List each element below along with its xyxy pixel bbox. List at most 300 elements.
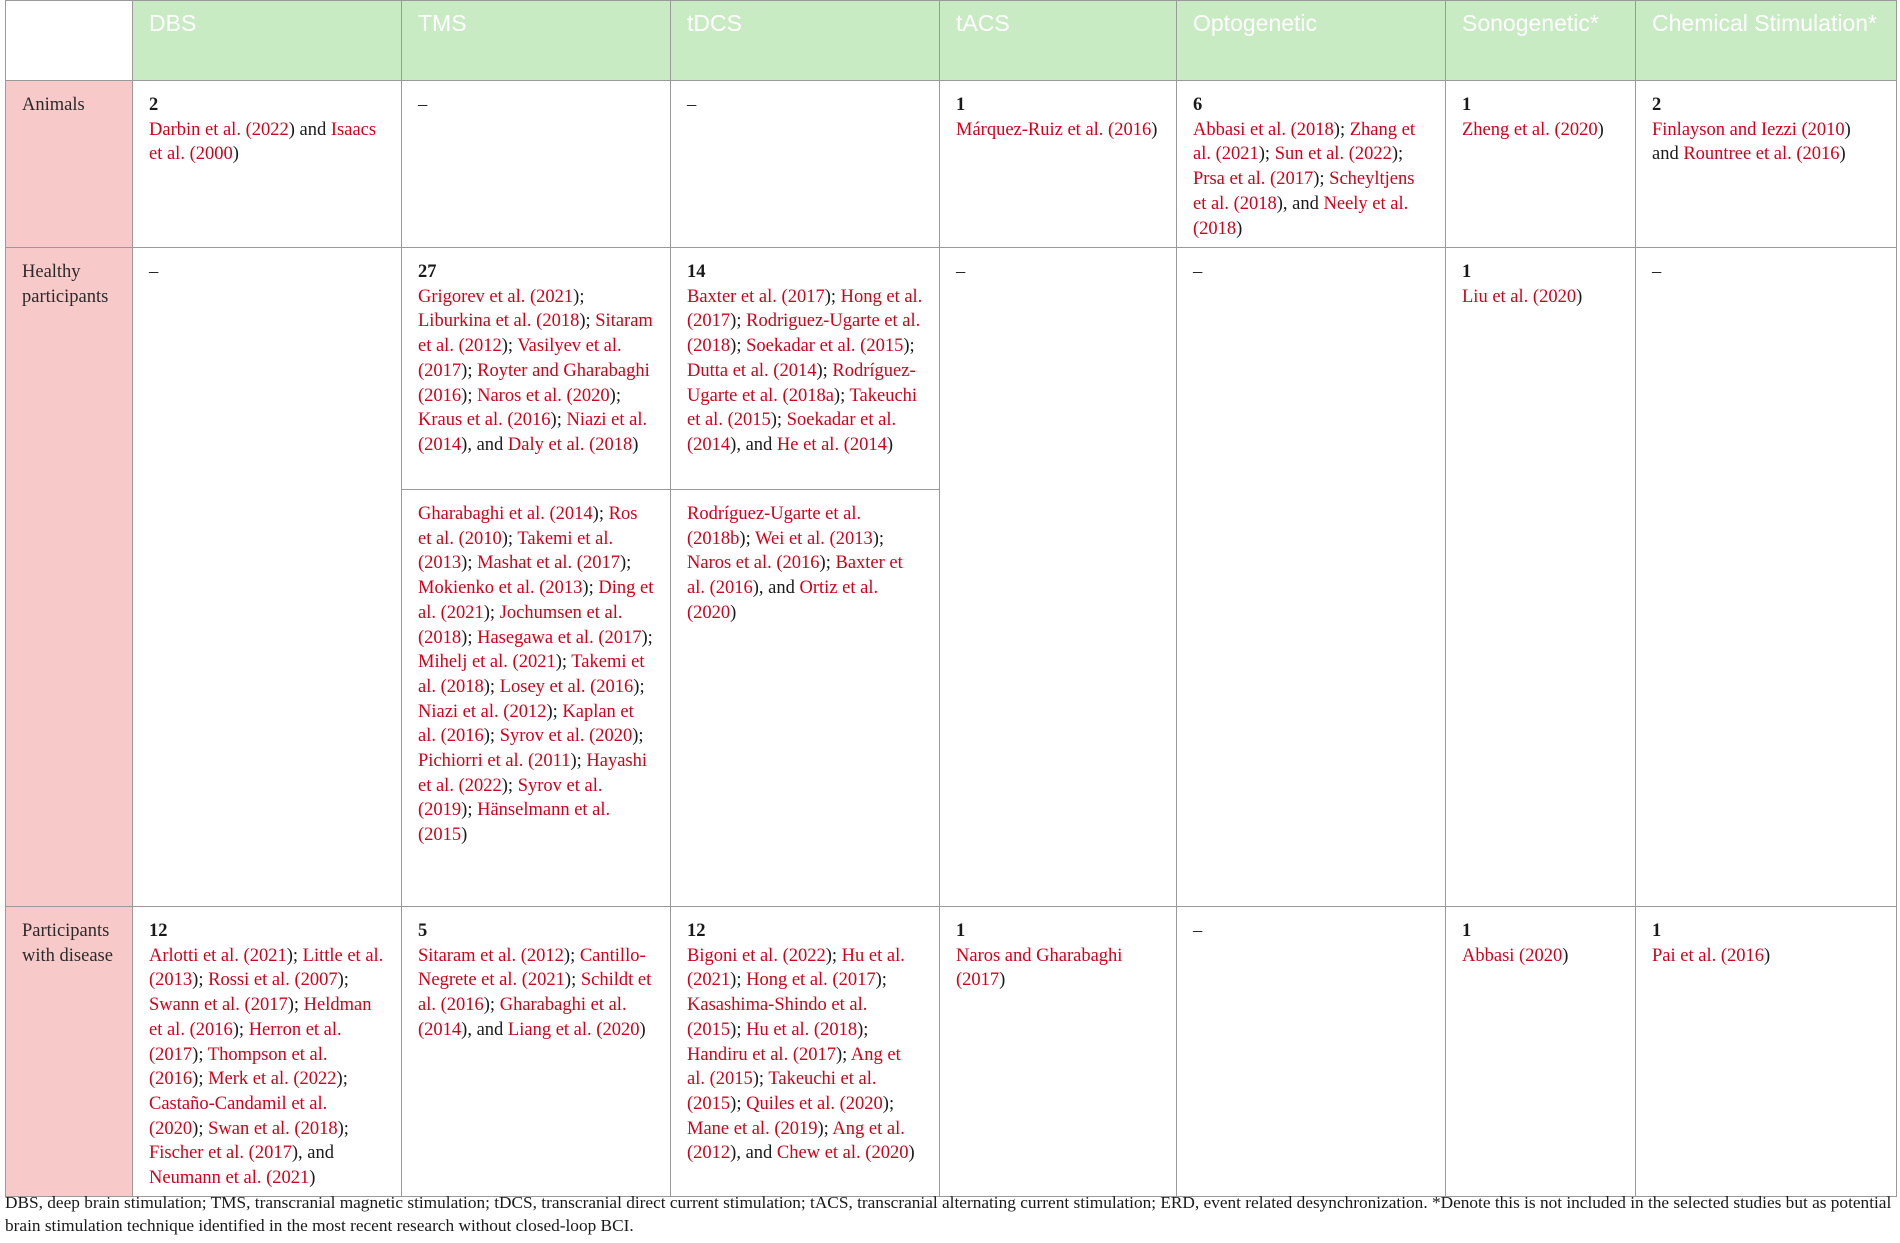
citation-separator: ); — [337, 1118, 349, 1139]
citation-separator: ); — [483, 726, 500, 747]
citation-list — [418, 287, 653, 455]
citation-link[interactable]: Royter and Gharabaghi ( — [418, 360, 650, 406]
citation-link[interactable]: 2022 — [251, 119, 289, 140]
citation-link[interactable]: Isaacs et al. ( — [149, 119, 377, 165]
study-count: 1 — [956, 95, 966, 115]
citation-link[interactable]: Naros et al. ( — [477, 385, 573, 406]
citation-link[interactable]: 2018a — [788, 385, 834, 406]
citation-link[interactable]: 2021 — [693, 970, 731, 991]
citation-link[interactable]: Márquez-Ruiz et al. ( — [956, 119, 1115, 140]
citation-link[interactable]: Abbasi et al. ( — [1193, 119, 1297, 140]
citation-link[interactable]: 2015 — [424, 825, 462, 846]
citation-separator: ); — [730, 1019, 747, 1040]
citation-link[interactable]: Wei et al. ( — [755, 528, 836, 549]
citation-separator: ); — [752, 1069, 769, 1090]
citation-link[interactable]: Hu et al. ( — [687, 945, 905, 991]
citation-separator: ); — [903, 336, 915, 357]
citation-link[interactable]: Niazi et al. ( — [418, 410, 648, 455]
citation-link[interactable]: 2014 — [849, 434, 887, 455]
citation-link[interactable]: Gharabaghi et al. ( — [418, 995, 627, 1040]
citation-link[interactable]: Rodriguez-Ugarte et al. ( — [687, 311, 921, 357]
citation-link[interactable]: 2016 — [424, 385, 462, 406]
citation-link[interactable]: Mokienko et al. ( — [418, 578, 546, 599]
citation-separator: ); — [501, 336, 518, 357]
citation-separator: ); — [461, 627, 478, 648]
citation-list — [1652, 946, 1770, 966]
study-count: 1 — [956, 921, 966, 941]
citation-link[interactable]: 2019 — [424, 800, 462, 821]
citation-link[interactable]: Herron et al. ( — [149, 1019, 342, 1065]
citation-link[interactable]: Ang et al. ( — [687, 1044, 901, 1090]
citation-separator: ); — [192, 1044, 208, 1065]
empty-dash: – — [418, 95, 428, 115]
citation-link[interactable]: 2016 — [1114, 119, 1152, 140]
citation-link[interactable]: Neely et al. ( — [1193, 193, 1409, 239]
citation-link[interactable]: Syrov et al. ( — [499, 726, 596, 747]
citation-link[interactable]: Liu et al. ( — [1462, 286, 1540, 307]
empty-dash: – — [956, 262, 966, 282]
citation-separator: ); — [875, 970, 887, 991]
citation-link[interactable]: Ding et al. ( — [418, 578, 654, 623]
citation-list — [687, 504, 903, 623]
citation-link[interactable]: Daly et al. ( — [507, 434, 596, 455]
citation-link[interactable]: 2020 — [1525, 945, 1563, 966]
citation-link[interactable]: Heldman et al. ( — [149, 995, 372, 1040]
citation-separator: ); — [564, 970, 581, 991]
citation-link[interactable]: Ang et al. ( — [687, 1118, 905, 1164]
citation-link[interactable]: 2020 — [602, 1019, 640, 1040]
citation-list — [149, 120, 376, 165]
rowhead-disease: Participants with disease — [6, 907, 133, 1197]
citation-list — [956, 946, 1122, 991]
citation-link[interactable]: 2022 — [1354, 144, 1392, 165]
citation-link[interactable]: Hänselmann et al. ( — [418, 800, 611, 846]
citation-separator: ); — [641, 627, 653, 648]
citation-link[interactable]: 2014 — [424, 434, 462, 455]
citation-link[interactable]: Scheyltjens et al. ( — [1193, 169, 1415, 214]
citation-link[interactable]: Liang et al. ( — [507, 1019, 603, 1040]
citation-link[interactable]: Rodríguez-Ugarte et al. ( — [687, 504, 862, 549]
citation-link[interactable]: 2013 — [155, 970, 193, 991]
citation-link[interactable]: Handiru et al. ( — [687, 1044, 799, 1065]
citation-separator: ); — [192, 1118, 209, 1139]
citation-link[interactable]: 2016 — [1802, 144, 1840, 165]
citation-link[interactable]: Vasilyev et al. ( — [418, 336, 622, 381]
citation-link[interactable]: 2020 — [155, 1118, 193, 1139]
citation-separator: ) — [1576, 286, 1583, 307]
empty-dash: – — [149, 262, 159, 282]
citation-link[interactable]: 2022 — [299, 1069, 337, 1090]
study-count: 14 — [687, 262, 706, 282]
citation-separator: ); — [461, 553, 478, 574]
empty-dash: – — [687, 95, 697, 115]
citation-link[interactable]: 2021 — [249, 945, 287, 966]
citation-link[interactable]: 2015 — [693, 1019, 731, 1040]
citation-link[interactable]: Kaplan et al. ( — [418, 701, 634, 747]
citation-separator: ); — [501, 528, 518, 549]
citation-link[interactable]: 2014 — [555, 504, 593, 524]
citation-link[interactable]: Darbin et al. ( — [149, 119, 252, 140]
citation-link[interactable]: 2016 — [446, 995, 484, 1016]
citation-link[interactable]: 2007 — [300, 970, 338, 991]
citation-separator: ), and — [461, 1019, 508, 1040]
cell-healthy-tms-b — [402, 490, 670, 906]
empty-dash: – — [1193, 921, 1203, 941]
citation-link[interactable]: 2017 — [693, 311, 731, 332]
citation-link[interactable]: 2021 — [536, 286, 574, 307]
citation-link[interactable]: 2016 — [195, 1019, 233, 1040]
citation-link[interactable]: 2012 — [464, 336, 502, 357]
citation-separator: ) and — [1652, 119, 1851, 165]
citation-separator: ) — [639, 1019, 646, 1040]
citation-link[interactable]: Bigoni et al. ( — [687, 945, 789, 966]
citation-separator: ) — [1151, 119, 1158, 140]
citation-separator: ); — [579, 311, 596, 332]
citation-link[interactable]: 2018 — [446, 676, 484, 697]
cell-disease-chem — [1636, 907, 1897, 1197]
table-footnote: DBS, deep brain stimulation; TMS, transcranial magnetic stimulation; tDCS, transcranial direct current stimulation; tACS, transcranial alternating current stimulation; ERD, event related desynchronization. *Denote this is not included in the selected studies but as potential brain stimulation technique identified in the most recent research without closed-loop BCI. — [5, 1193, 1892, 1235]
citation-link[interactable]: 2018 — [424, 627, 462, 648]
citation-link[interactable]: Sitaram et al. ( — [418, 311, 653, 357]
cell-healthy-tdcs — [671, 248, 940, 907]
citation-link[interactable]: Takeuchi et al. ( — [687, 385, 918, 431]
citation-separator: ); — [336, 1069, 348, 1090]
citation-link[interactable]: 2021 — [1221, 144, 1259, 165]
citation-link[interactable]: 2014 — [424, 1019, 462, 1040]
citation-separator: ); — [817, 1118, 833, 1139]
citation-link[interactable]: Zhang et al. ( — [1193, 119, 1415, 165]
citation-link[interactable]: 2015 — [715, 1069, 753, 1090]
citation-separator: ); — [857, 1019, 869, 1040]
citation-link[interactable]: Rodríguez-Ugarte et al. ( — [687, 360, 916, 406]
citation-separator: ) — [309, 1168, 316, 1189]
citation-link[interactable]: 2018 — [693, 336, 731, 357]
study-count: 6 — [1193, 95, 1203, 115]
citation-link[interactable]: 2020 — [845, 1093, 883, 1114]
citation-link[interactable]: Swan et al. ( — [208, 1118, 301, 1139]
cell-animals-opto — [1177, 81, 1446, 248]
citation-separator: ); — [619, 553, 632, 574]
header-tacs: tACS — [940, 1, 1177, 81]
study-count: 2 — [1652, 95, 1662, 115]
cell-healthy-tms — [402, 248, 671, 907]
citation-link[interactable]: Fischer et al. ( — [149, 1143, 255, 1164]
citation-link[interactable]: Grigorev et al. ( — [418, 286, 537, 307]
citation-separator: ) and — [288, 119, 331, 140]
citation-separator: ); — [872, 528, 885, 549]
citation-link[interactable]: Rossi et al. ( — [208, 970, 301, 991]
cell-disease-opto — [1177, 907, 1446, 1197]
citation-link[interactable]: 2018b — [693, 528, 740, 549]
citation-link[interactable]: 2016 — [155, 1069, 193, 1090]
citation-separator: ); — [232, 1019, 249, 1040]
citation-link[interactable]: 2018 — [542, 311, 580, 332]
citation-link[interactable]: 2020 — [1539, 286, 1577, 307]
citation-link[interactable]: Arlotti et al. ( — [149, 945, 250, 966]
cell-healthy-opto — [1177, 248, 1446, 907]
citation-link[interactable]: 2020 — [1560, 119, 1598, 140]
citation-separator: ) — [999, 970, 1006, 991]
citation-link[interactable]: Baxter et al. ( — [687, 553, 903, 599]
citation-separator: ); — [816, 360, 833, 381]
citation-link[interactable]: Chew et al. ( — [776, 1143, 872, 1164]
citation-list — [418, 946, 651, 1040]
citation-link[interactable]: 2017 — [838, 970, 876, 991]
citation-link[interactable]: Cantillo-Negrete et al. ( — [418, 945, 646, 991]
citation-link[interactable]: 2017 — [962, 970, 1000, 991]
citation-link[interactable]: Ros et al. ( — [418, 504, 638, 549]
citation-separator: ), and — [291, 1143, 334, 1164]
citation-link[interactable]: 2000 — [195, 144, 233, 165]
stimulation-table — [5, 0, 1897, 1197]
citation-link[interactable]: 2017 — [1276, 169, 1314, 190]
citation-link[interactable]: 2020 — [595, 726, 633, 747]
citation-link[interactable]: 2022 — [464, 775, 502, 796]
citation-separator: ); — [730, 970, 747, 991]
citation-separator: ); — [1313, 169, 1330, 190]
citation-link[interactable]: 2011 — [534, 751, 571, 772]
citation-link[interactable]: Takemi et al. ( — [418, 528, 614, 574]
study-count: 1 — [1462, 921, 1472, 941]
citation-link[interactable]: Kasashima-Shindo et al. ( — [687, 995, 868, 1040]
citation-link[interactable]: Takemi et al. ( — [418, 652, 645, 697]
citation-link[interactable]: Mane et al. ( — [687, 1118, 781, 1139]
study-count: 5 — [418, 921, 428, 941]
citation-link[interactable]: Schildt et al. ( — [418, 970, 652, 1016]
citation-link[interactable]: 2017 — [254, 1143, 292, 1164]
header-sonogenetic: Sonogenetic* — [1446, 1, 1636, 81]
citation-link[interactable]: Rountree et al. ( — [1683, 144, 1803, 165]
header-chemical: Chemical Stimulation* — [1636, 1, 1897, 81]
citation-link[interactable]: Losey et al. ( — [499, 676, 597, 697]
cell-healthy-chem — [1636, 248, 1897, 907]
citation-separator: ) — [1562, 945, 1569, 966]
study-count: 12 — [149, 921, 168, 941]
citation-list — [1462, 287, 1582, 307]
citation-link[interactable]: 2015 — [733, 410, 771, 431]
citation-separator: ); — [287, 995, 304, 1016]
study-count: 1 — [1462, 262, 1472, 282]
citation-link[interactable]: Soekadar et al. ( — [746, 336, 867, 357]
citation-link[interactable]: Pai et al. ( — [1652, 945, 1728, 966]
citation-separator: ); — [286, 945, 303, 966]
citation-link[interactable]: 2017 — [424, 360, 462, 381]
citation-separator: ); — [501, 775, 518, 796]
citation-link[interactable]: Hong et al. ( — [687, 286, 923, 332]
citation-separator: ); — [730, 311, 747, 332]
citation-list — [687, 946, 915, 1164]
citation-separator: ); — [632, 726, 644, 747]
citation-link[interactable]: 2013 — [835, 528, 873, 549]
citation-list — [1193, 120, 1415, 239]
citation-list — [418, 504, 653, 845]
citation-link[interactable]: 2014 — [693, 434, 731, 455]
citation-link[interactable]: 2018 — [1239, 193, 1277, 214]
citation-link[interactable]: 2018 — [1296, 119, 1334, 140]
citation-separator: ); — [546, 701, 563, 722]
cell-animals-tacs — [940, 81, 1177, 248]
citation-link[interactable]: Hu et al. ( — [746, 1019, 821, 1040]
citation-link[interactable]: Naros et al. ( — [687, 553, 783, 574]
citation-link[interactable]: 2021 — [446, 602, 484, 623]
citation-link[interactable]: Dutta et al. ( — [687, 360, 780, 381]
citation-link[interactable]: 2012 — [509, 701, 547, 722]
citation-link[interactable]: 2018 — [300, 1118, 338, 1139]
citation-link[interactable]: Gharabaghi et al. ( — [418, 504, 556, 524]
citation-separator: ); — [563, 945, 580, 966]
row-disease — [6, 907, 1897, 1197]
citation-link[interactable]: Takeuchi et al. ( — [687, 1069, 877, 1114]
citation-link[interactable]: Ortiz et al. ( — [687, 578, 879, 623]
citation-link[interactable]: Neumann et al. ( — [149, 1168, 273, 1189]
citation-link[interactable]: 2019 — [780, 1118, 818, 1139]
citation-link[interactable]: Naros and Gharabaghi ( — [956, 945, 1123, 991]
citation-link[interactable]: 2021 — [527, 970, 565, 991]
citation-link[interactable]: Prsa et al. ( — [1193, 169, 1277, 190]
citation-link[interactable]: 2015 — [693, 1093, 731, 1114]
citation-list — [1652, 120, 1851, 165]
citation-link[interactable]: Liburkina et al. ( — [418, 311, 543, 332]
citation-separator: ); — [483, 995, 500, 1016]
citation-link[interactable]: Soekadar et al. ( — [687, 410, 897, 455]
citation-link[interactable]: Merk et al. ( — [208, 1069, 300, 1090]
cell-healthy-tdcs-a — [671, 248, 939, 490]
citation-link[interactable]: Zheng et al. ( — [1462, 119, 1561, 140]
citation-link[interactable]: 2010 — [464, 528, 502, 549]
citation-list — [687, 287, 922, 455]
citation-link[interactable]: 2017 — [582, 553, 620, 574]
citation-separator: ); — [609, 385, 621, 406]
citation-link[interactable]: 2017 — [155, 1044, 193, 1065]
cell-disease-sono — [1446, 907, 1636, 1197]
citation-link[interactable]: 2012 — [693, 1143, 731, 1164]
citation-link[interactable]: Baxter et al. ( — [687, 286, 788, 307]
citation-link[interactable]: Quiles et al. ( — [746, 1093, 846, 1114]
citation-link[interactable]: Sitaram et al. ( — [418, 945, 527, 966]
citation-link[interactable]: Mashat et al. ( — [477, 553, 583, 574]
row-healthy — [6, 248, 1897, 907]
citation-link[interactable]: 2022 — [788, 945, 826, 966]
citation-link[interactable]: 2016 — [1727, 945, 1765, 966]
citation-link[interactable]: Hong et al. ( — [746, 970, 839, 991]
citation-link[interactable]: 2016 — [513, 410, 551, 431]
citation-link[interactable]: Thompson et al. ( — [149, 1044, 328, 1090]
citation-link[interactable]: 2018 — [595, 434, 633, 455]
row-animals — [6, 81, 1897, 248]
citation-separator: ); — [833, 385, 850, 406]
citation-link[interactable]: Syrov et al. ( — [418, 775, 603, 821]
cell-healthy-tdcs-b — [671, 490, 939, 906]
citation-link[interactable]: Niazi et al. ( — [418, 701, 510, 722]
citation-separator: ); — [730, 336, 747, 357]
citation-separator: ); — [819, 553, 836, 574]
citation-link[interactable]: 2013 — [424, 553, 462, 574]
citation-separator: ) — [1236, 218, 1243, 239]
citation-separator: ); — [461, 385, 478, 406]
citation-link[interactable]: 2018 — [820, 1019, 858, 1040]
study-count: 1 — [1652, 921, 1662, 941]
citation-link[interactable]: 2016 — [446, 726, 484, 747]
citation-separator: ); — [825, 945, 842, 966]
citation-list — [956, 120, 1157, 140]
citation-link[interactable]: 2010 — [1807, 119, 1845, 140]
citation-link[interactable]: Hasegawa et al. ( — [477, 627, 605, 648]
citation-link[interactable]: Pichiorri et al. ( — [418, 751, 535, 772]
citation-link[interactable]: 2013 — [545, 578, 583, 599]
study-count: 27 — [418, 262, 437, 282]
cell-disease-dbs — [133, 907, 402, 1197]
study-count: 1 — [1462, 95, 1472, 115]
citation-link[interactable]: 2018 — [1199, 218, 1237, 239]
cell-animals-dbs — [133, 81, 402, 248]
citation-link[interactable]: Finlayson and Iezzi ( — [1652, 119, 1808, 140]
citation-separator: ); — [1258, 144, 1275, 165]
citation-separator: ); — [1333, 119, 1350, 140]
citation-separator: ); — [730, 1093, 747, 1114]
citation-separator: ) — [232, 144, 239, 165]
citation-list — [149, 946, 383, 1188]
citation-separator: ); — [483, 676, 500, 697]
citation-link[interactable]: 2017 — [799, 1044, 836, 1065]
citation-separator: ); — [570, 751, 587, 772]
citation-separator: ); — [550, 410, 567, 431]
cell-healthy-dbs — [133, 248, 402, 907]
citation-separator: ), and — [752, 578, 800, 599]
citation-link[interactable]: 2021 — [518, 652, 556, 673]
citation-link[interactable]: 2020 — [693, 602, 731, 623]
citation-link[interactable]: 2015 — [866, 336, 904, 357]
citation-separator: ); — [882, 1093, 895, 1114]
citation-link[interactable]: 2020 — [572, 385, 610, 406]
cell-disease-tdcs — [671, 907, 940, 1197]
citation-link[interactable]: 2017 — [604, 627, 642, 648]
cell-animals-tdcs — [671, 81, 940, 248]
citation-link[interactable]: 2014 — [779, 360, 817, 381]
study-count: 12 — [687, 921, 706, 941]
header-tms: TMS — [402, 1, 671, 81]
header-row — [6, 1, 1897, 81]
citation-separator: ); — [573, 286, 585, 307]
citation-link[interactable]: 2016 — [715, 578, 753, 599]
citation-link[interactable]: Sun et al. ( — [1274, 144, 1355, 165]
citation-separator: ); — [633, 676, 645, 697]
citation-link[interactable]: Abbasi ( — [1462, 945, 1526, 966]
citation-separator: ); — [824, 286, 841, 307]
citation-link[interactable]: 2017 — [250, 995, 288, 1016]
citation-separator: ); — [582, 578, 599, 599]
citation-link[interactable]: 2017 — [787, 286, 825, 307]
citation-link[interactable]: Mihelj et al. ( — [418, 652, 519, 673]
empty-dash: – — [1193, 262, 1203, 282]
citation-list — [1462, 120, 1604, 140]
citation-link[interactable]: Swann et al. ( — [149, 995, 251, 1016]
citation-link[interactable]: Hayashi et al. ( — [418, 751, 647, 796]
cell-disease-tms — [402, 907, 671, 1197]
citation-link[interactable]: 2021 — [272, 1168, 310, 1189]
citation-link[interactable]: 2012 — [526, 945, 564, 966]
citation-link[interactable]: Jochumsen et al. ( — [418, 602, 623, 648]
citation-link[interactable]: 2016 — [782, 553, 820, 574]
citation-separator: ) — [461, 825, 468, 846]
citation-link[interactable]: Little et al. ( — [149, 945, 384, 991]
citation-link[interactable]: Castaño-Candamil et al. ( — [149, 1093, 328, 1139]
citation-link[interactable]: 2016 — [596, 676, 634, 697]
citation-separator: ); — [461, 360, 478, 381]
cell-animals-tms — [402, 81, 671, 248]
citation-link[interactable]: 2020 — [871, 1143, 909, 1164]
citation-link[interactable]: He et al. ( — [776, 434, 850, 455]
citation-link[interactable]: Kraus et al. ( — [418, 410, 514, 431]
